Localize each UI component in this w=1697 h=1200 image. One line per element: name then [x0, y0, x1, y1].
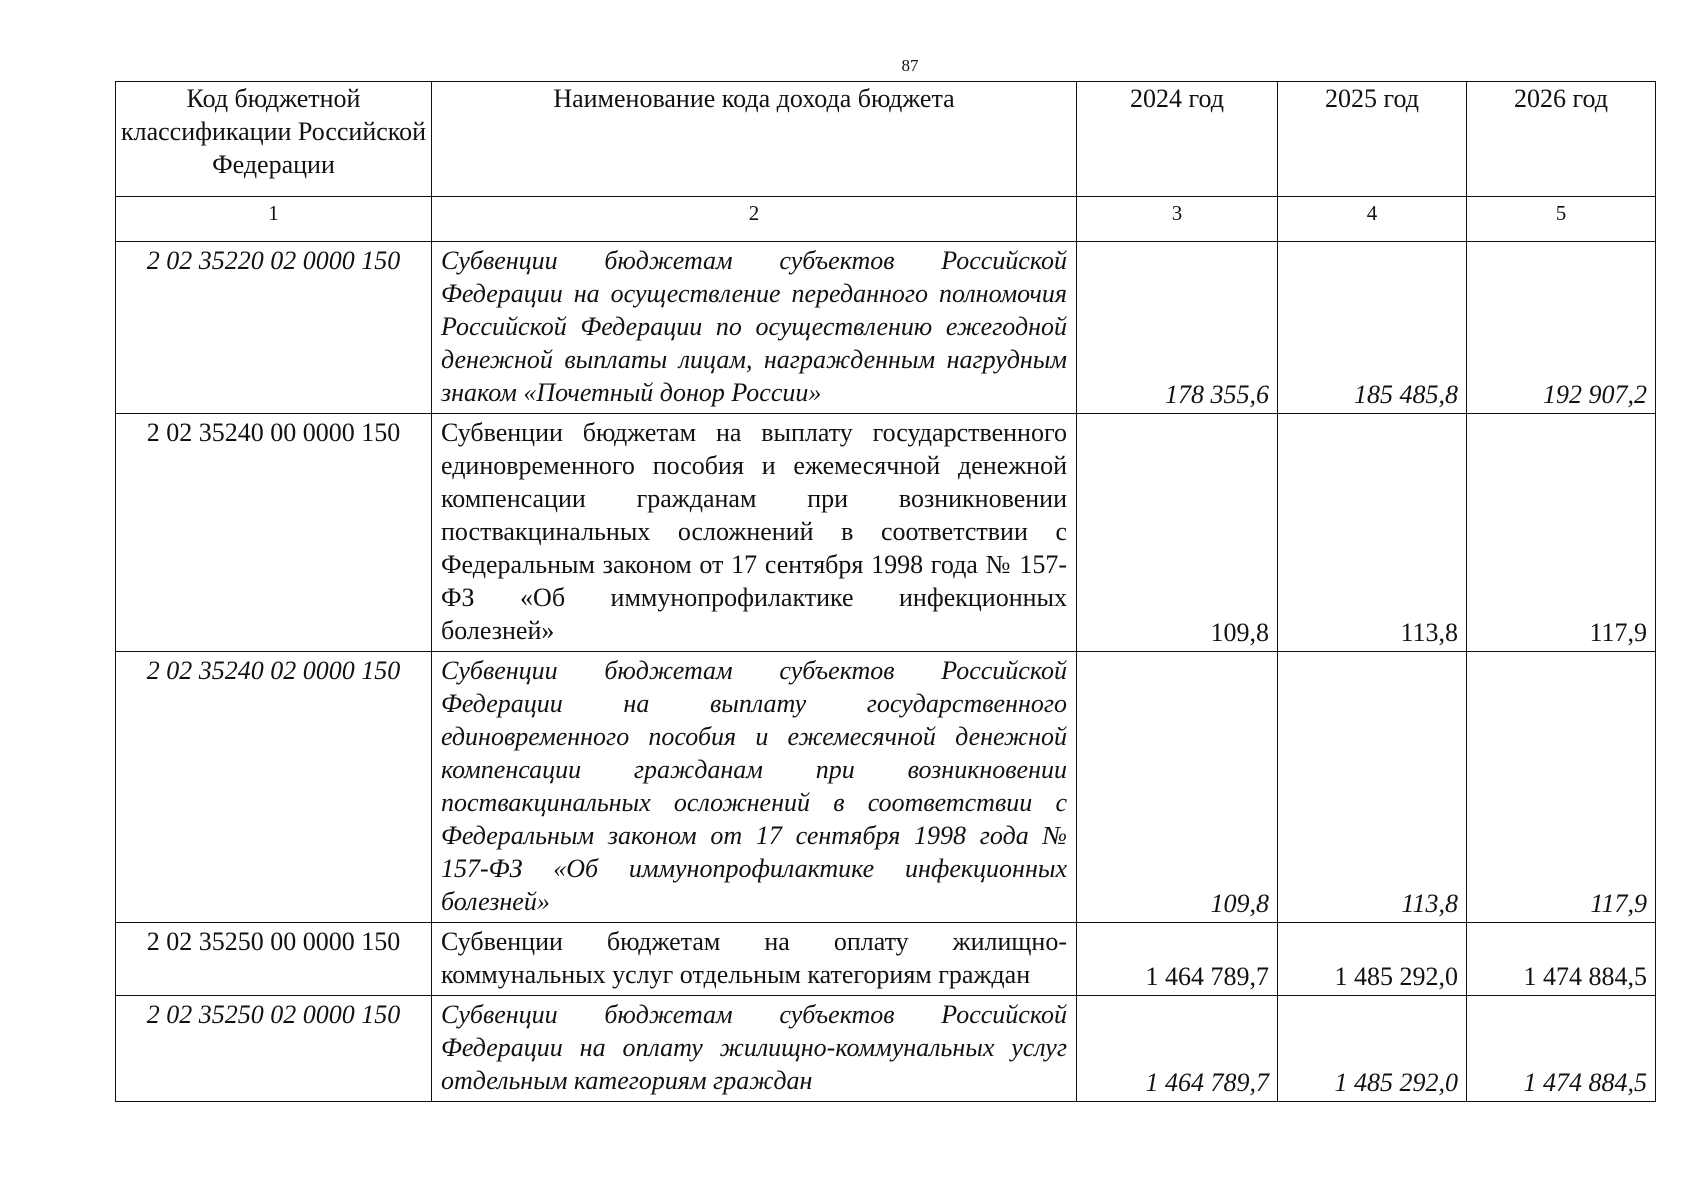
row-code: 2 02 35250 00 0000 150: [116, 923, 432, 996]
row-name: Субвенции бюджетам на оплату жилищно-коммунальных услуг отдельным категориям граждан: [432, 923, 1077, 996]
row-value-2025: 1 485 292,0: [1278, 996, 1467, 1102]
table-row: [116, 923, 1656, 996]
row-value-2025: 1 485 292,0: [1278, 923, 1467, 996]
row-value-2026: 1 474 884,5: [1467, 996, 1656, 1102]
row-name: Субвенции бюджетам субъектов Российской Федерации на осуществление переданного полномочия Российской Федерации по осуществлению ежегодной денежной выплаты лицам, награжденным нагрудным знаком «Почетный донор России»: [432, 242, 1077, 414]
column-number-row: [116, 197, 1656, 242]
row-value-2026: 1 474 884,5: [1467, 923, 1656, 996]
row-value-2024: 109,8: [1077, 652, 1278, 923]
header-name: Наименование кода дохода бюджета: [432, 82, 1077, 197]
header-2024: 2024 год: [1077, 82, 1278, 197]
table-body: [116, 242, 1656, 1102]
header-2025: 2025 год: [1278, 82, 1467, 197]
row-value-2026: 117,9: [1467, 652, 1656, 923]
row-name: Субвенции бюджетам субъектов Российской Федерации на оплату жилищно-коммунальных услуг отдельным категориям граждан: [432, 996, 1077, 1102]
row-name: Субвенции бюджетам субъектов Российской Федерации на выплату государственного единовременного пособия и ежемесячной денежной компенсации гражданам при возникновении поствакцинальных осложнений в соответствии с Федеральным законом от 17 сентября 1998 года № 157-ФЗ «Об иммунопрофилактике инфекционных болезней»: [432, 652, 1077, 923]
row-code: 2 02 35250 02 0000 150: [116, 996, 432, 1102]
row-code: 2 02 35240 00 0000 150: [116, 414, 432, 652]
row-code: 2 02 35220 02 0000 150: [116, 242, 432, 414]
row-value-2025: 185 485,8: [1278, 242, 1467, 414]
column-number: 4: [1278, 197, 1467, 242]
row-value-2025: 113,8: [1278, 652, 1467, 923]
row-value-2025: 113,8: [1278, 414, 1467, 652]
column-number: 2: [432, 197, 1077, 242]
table-row: [116, 242, 1656, 414]
column-number: 1: [116, 197, 432, 242]
budget-income-table: [115, 81, 1656, 1102]
header-2026: 2026 год: [1467, 82, 1656, 197]
column-number: 5: [1467, 197, 1656, 242]
row-name: Субвенции бюджетам на выплату государственного единовременного пособия и ежемесячной денежной компенсации гражданам при возникновении поствакцинальных осложнений в соответствии с Федеральным законом от 17 сентября 1998 года № 157-ФЗ «Об иммунопрофилактике инфекционных болезней»: [432, 414, 1077, 652]
header-code: Код бюджетной классификации Российской Федерации: [116, 82, 432, 197]
row-value-2024: 1 464 789,7: [1077, 996, 1278, 1102]
row-value-2024: 1 464 789,7: [1077, 923, 1278, 996]
table-row: [116, 652, 1656, 923]
table-header-row: [116, 82, 1656, 197]
table-row: [116, 414, 1656, 652]
table-row: [116, 996, 1656, 1102]
row-value-2026: 117,9: [1467, 414, 1656, 652]
row-value-2026: 192 907,2: [1467, 242, 1656, 414]
row-value-2024: 109,8: [1077, 414, 1278, 652]
row-value-2024: 178 355,6: [1077, 242, 1278, 414]
row-code: 2 02 35240 02 0000 150: [116, 652, 432, 923]
page-number: 87: [901, 56, 919, 75]
column-number: 3: [1077, 197, 1278, 242]
